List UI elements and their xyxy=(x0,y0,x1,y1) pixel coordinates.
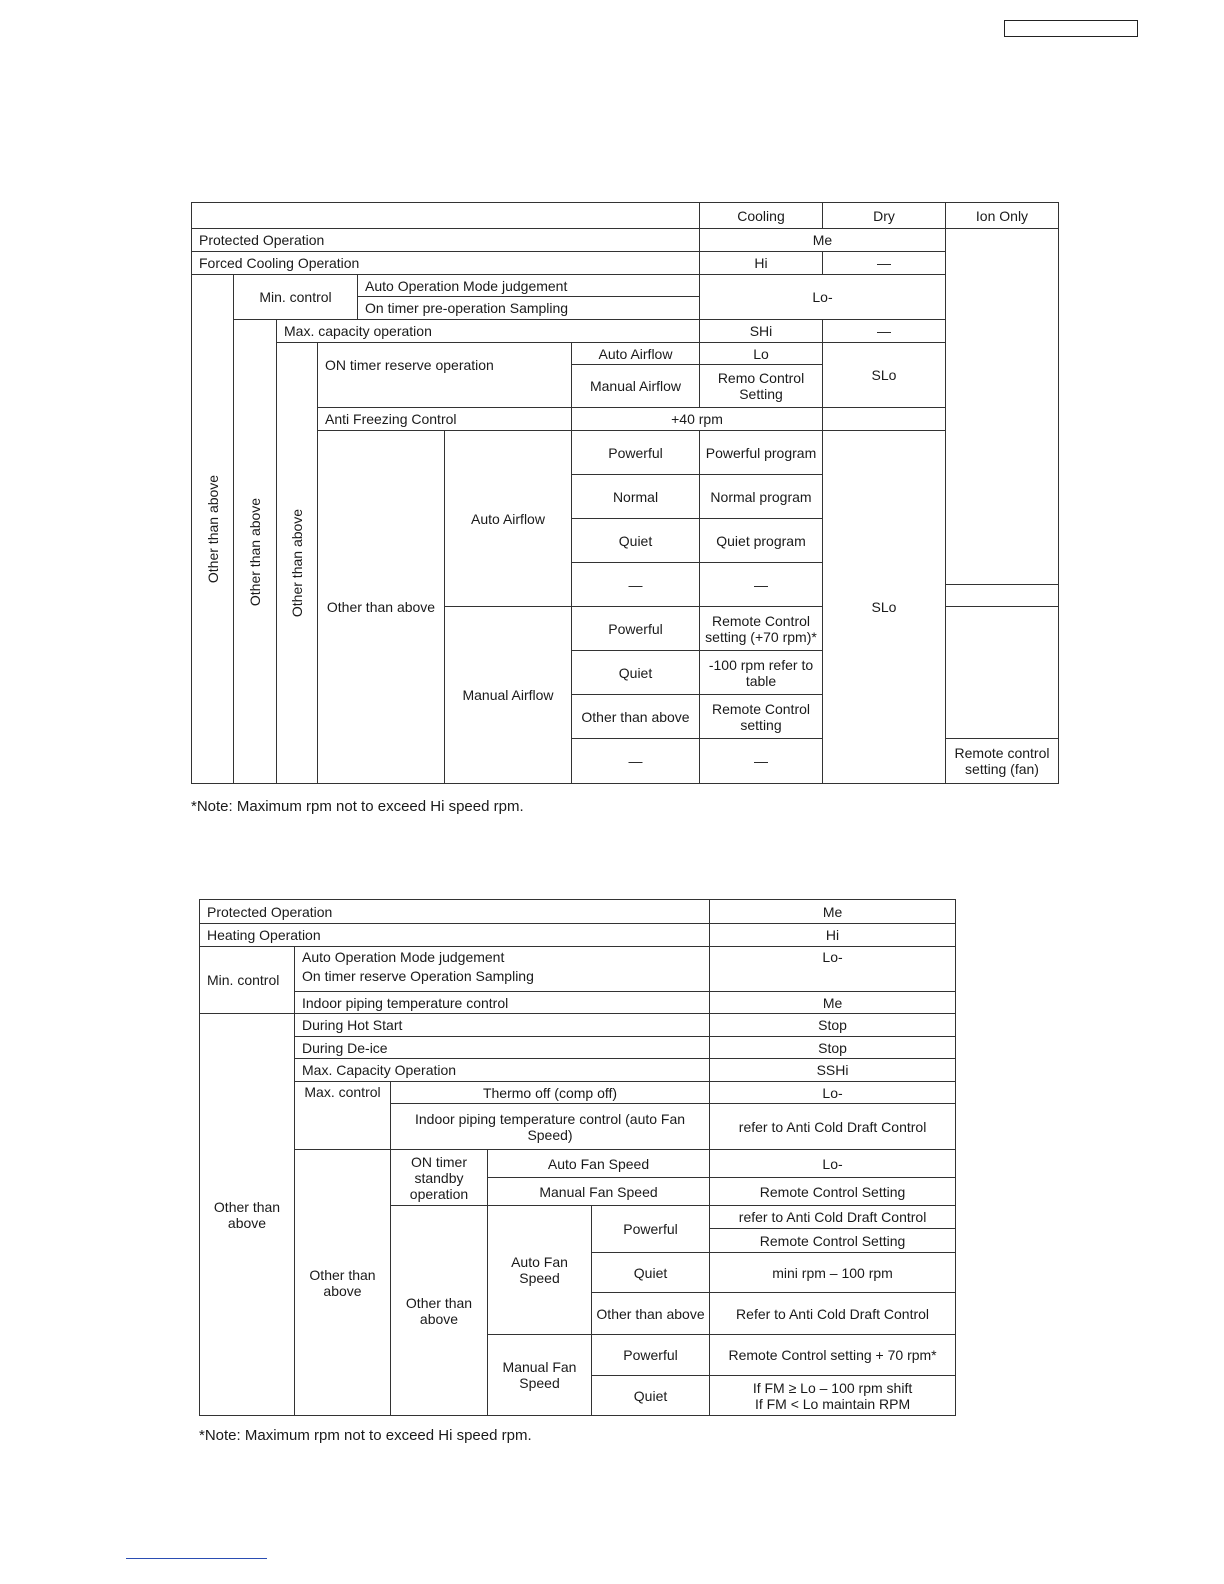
on-timer-reserve-label: ON timer reserve operation xyxy=(318,343,572,408)
auto-normal: Normal xyxy=(572,475,700,519)
heat-auto-powerful: Powerful xyxy=(592,1206,710,1253)
on-timer-auto-airflow: Auto Airflow xyxy=(572,343,700,365)
auto-dash-mode: — xyxy=(572,563,700,607)
max-capacity-cooling: SHi xyxy=(700,320,823,343)
max-control-piping-value: refer to Anti Cold Draft Control xyxy=(710,1104,956,1150)
heating-table-note: *Note: Maximum rpm not to exceed Hi speed rpm. xyxy=(199,1427,532,1444)
heat-manual-quiet-value xyxy=(710,1376,956,1416)
thermo-off-label: Thermo off (comp off) xyxy=(391,1082,710,1104)
ion-only-blank-lower xyxy=(946,607,1059,739)
other-than-above-level3-text: Other than above xyxy=(289,508,305,618)
manual-powerful: Powerful xyxy=(572,607,700,651)
header-blank xyxy=(192,203,700,229)
manual-quiet-value: -100 rpm refer to table xyxy=(700,651,823,695)
heating-operation-label: Heating Operation xyxy=(200,924,710,947)
cooling-dry-fan-speed-table xyxy=(191,202,1059,784)
on-timer-manual-value: Remo Control Setting xyxy=(700,365,823,408)
heat-min-control-value: Lo- xyxy=(710,947,956,992)
other-than-above-level1-text: Other than above xyxy=(204,474,221,584)
heating-fan-speed-table xyxy=(199,899,956,1416)
min-control-item-2: On timer pre-operation Sampling xyxy=(358,297,700,320)
heat-protected-label: Protected Operation xyxy=(200,900,710,924)
hot-start-value: Stop xyxy=(710,1014,956,1037)
heat-auto-other-value: Refer to Anti Cold Draft Control xyxy=(710,1293,956,1335)
heat-protected-value: Me xyxy=(710,900,956,924)
min-control-item-1: Auto Operation Mode judgement xyxy=(358,275,700,297)
de-ice-value: Stop xyxy=(710,1037,956,1059)
heat-min-control-items xyxy=(295,947,710,992)
heat-min-piping-label: Indoor piping temperature control xyxy=(295,992,710,1014)
max-control-label: Max. control xyxy=(295,1082,391,1150)
manual-airflow-group: Manual Airflow xyxy=(445,607,572,784)
heat-other-than-above-3: Other than above xyxy=(391,1206,488,1416)
cooling-table-note: *Note: Maximum rpm not to exceed Hi speed rpm. xyxy=(191,798,524,815)
auto-airflow-group: Auto Airflow xyxy=(445,431,572,607)
heat-manual-powerful: Powerful xyxy=(592,1335,710,1376)
on-timer-auto-value: Lo xyxy=(700,343,823,365)
manual-other: Other than above xyxy=(572,695,700,739)
heat-auto-quiet: Quiet xyxy=(592,1253,710,1293)
other-than-above-level1 xyxy=(192,275,234,784)
forced-cooling-dry: — xyxy=(823,252,946,275)
heat-other-than-above-2: Other than above xyxy=(295,1150,391,1416)
footer-link-rule xyxy=(126,1558,267,1559)
heat-other-than-above: Other than above xyxy=(200,1014,295,1416)
ion-remote-control-fan: Remote control setting (fan) xyxy=(946,739,1059,784)
heat-auto-quiet-value: mini rpm – 100 rpm xyxy=(710,1253,956,1293)
other-than-above-level2 xyxy=(234,320,277,784)
heat-max-capacity-label: Max. Capacity Operation xyxy=(295,1059,710,1082)
manual-other-value: Remote Control setting xyxy=(700,695,823,739)
manual-quiet: Quiet xyxy=(572,651,700,695)
heat-auto-powerful-value-1: refer to Anti Cold Draft Control xyxy=(710,1206,956,1229)
hot-start-label: During Hot Start xyxy=(295,1014,710,1037)
ion-only-blank-upper xyxy=(946,229,1059,585)
protected-operation-label: Protected Operation xyxy=(192,229,700,252)
standby-manual-fan: Manual Fan Speed xyxy=(488,1178,710,1206)
standby-auto-fan: Auto Fan Speed xyxy=(488,1150,710,1178)
max-capacity-label: Max. capacity operation xyxy=(277,320,700,343)
manual-dash-value: — xyxy=(700,739,823,784)
heat-max-capacity-value: SSHi xyxy=(710,1059,956,1082)
auto-dash-value: — xyxy=(700,563,823,607)
heat-auto-powerful-value-2: Remote Control Setting xyxy=(710,1229,956,1253)
on-timer-manual-airflow: Manual Airflow xyxy=(572,365,700,408)
other-than-above-level3 xyxy=(277,343,318,784)
forced-cooling-label: Forced Cooling Operation xyxy=(192,252,700,275)
auto-quiet-value: Quiet program xyxy=(700,519,823,563)
heat-min-control-label: Min. control xyxy=(200,947,295,1014)
heating-operation-value: Hi xyxy=(710,924,956,947)
manual-powerful-value: Remote Control setting (+70 rpm)* xyxy=(700,607,823,651)
other-dry-value: SLo xyxy=(823,431,946,784)
min-control-value: Lo- xyxy=(700,275,946,320)
min-control-label: Min. control xyxy=(234,275,358,320)
heat-manual-powerful-value: Remote Control setting + 70 rpm* xyxy=(710,1335,956,1376)
standby-auto-value: Lo- xyxy=(710,1150,956,1178)
on-timer-dry-value: SLo xyxy=(823,343,946,408)
standby-manual-value: Remote Control Setting xyxy=(710,1178,956,1206)
heat-manual-quiet-value-2: If FM < Lo maintain RPM xyxy=(754,1395,911,1412)
forced-cooling-cooling: Hi xyxy=(700,252,823,275)
header-dry: Dry xyxy=(823,203,946,229)
heat-manual-quiet: Quiet xyxy=(592,1376,710,1416)
de-ice-label: During De-ice xyxy=(295,1037,710,1059)
heat-auto-other: Other than above xyxy=(592,1293,710,1335)
max-capacity-dry: — xyxy=(823,320,946,343)
protected-operation-value: Me xyxy=(700,229,946,252)
auto-fan-speed-group: Auto Fan Speed xyxy=(488,1206,592,1335)
heat-manual-quiet-value-1: If FM ≥ Lo – 100 rpm shift xyxy=(752,1379,913,1396)
auto-quiet: Quiet xyxy=(572,519,700,563)
other-than-above-level4: Other than above xyxy=(318,431,445,784)
auto-powerful: Powerful xyxy=(572,431,700,475)
page-id-box xyxy=(1004,20,1138,37)
header-ion-only: Ion Only xyxy=(946,203,1059,229)
anti-freezing-label: Anti Freezing Control xyxy=(318,408,572,431)
max-control-piping-label: Indoor piping temperature control (auto Fan Speed) xyxy=(391,1104,710,1150)
manual-dash-mode: — xyxy=(572,739,700,784)
heat-min-control-item-1: Auto Operation Mode judgement xyxy=(302,949,505,965)
auto-normal-value: Normal program xyxy=(700,475,823,519)
heat-min-piping-value: Me xyxy=(710,992,956,1014)
other-than-above-level2-text: Other than above xyxy=(247,497,263,606)
manual-fan-speed-group: Manual Fan Speed xyxy=(488,1335,592,1416)
heat-min-control-item-2: On timer reserve Operation Sampling xyxy=(302,968,534,984)
thermo-off-value: Lo- xyxy=(710,1082,956,1104)
on-timer-standby-label: ON timer standby operation xyxy=(391,1150,488,1206)
anti-freezing-value: +40 rpm xyxy=(572,408,823,431)
header-cooling: Cooling xyxy=(700,203,823,229)
auto-powerful-value: Powerful program xyxy=(700,431,823,475)
